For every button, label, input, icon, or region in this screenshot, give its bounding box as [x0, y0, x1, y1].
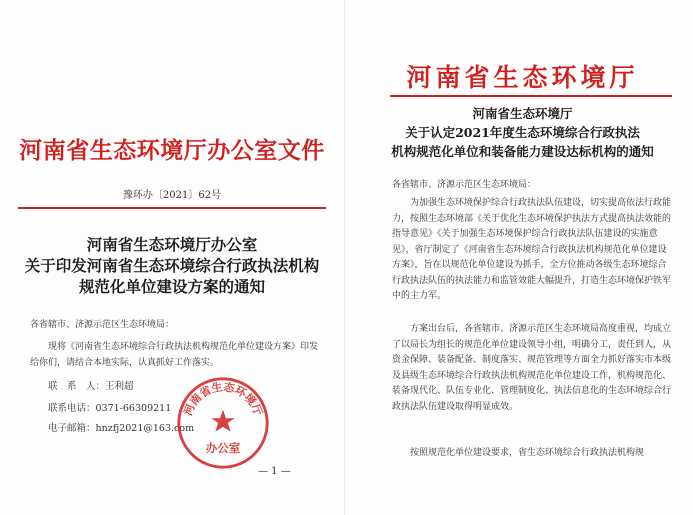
- red-divider-line: [390, 95, 672, 97]
- title-line: 规范化单位建设方案的通知: [78, 277, 265, 296]
- left-document-page: [0, 0, 345, 515]
- stamp-ring-text: 河南省生态环境厅: [181, 380, 265, 418]
- right-paragraph-3: 按照规范化单位建设要求，省生态环境综合行政执法机构规: [410, 448, 645, 458]
- official-seal-stamp: [175, 375, 271, 471]
- contact-email: 电子邮箱：hnzfj2021@163.com: [48, 423, 195, 434]
- left-greeting: 各省辖市、济源示范区生态环境局：: [30, 320, 175, 330]
- right-paragraph-2: 方案出台后，各省辖市、济源示范区生态环境局高度重视，均成立了以局长为组长的规范化单位建设领导小组，明确分工，责任到人，从资金保障、装备配备、制度落实、规范管理等方面全力抓好落实市本级及县级生态环境综合行政执法机构规范化单位建设工作，机构规范化、装备现代化、队伍专业化、管理制度化、执法信息化的生态环境综合行政执法队伍建设取得明显成效。: [392, 324, 672, 412]
- contact-person: 联 系 人：王利超: [48, 381, 134, 392]
- left-body-paragraph: 现将《河南省生态环境综合行政执法机构规范化单位建设方案》印发给你们，请结合本地实际，认真抓好工作落实。: [30, 342, 319, 368]
- stamp-center-text: 办公室: [205, 440, 241, 455]
- title-line: 河南省生态环境厅: [472, 106, 573, 121]
- red-divider-line: [18, 207, 326, 209]
- page-number: — 1 —: [258, 466, 291, 477]
- right-paragraph-1: 为加强生态环境保护综合行政执法队伍建设，切实提高依法行政能力，按照生态环境部《关于优化生态环境保护执法方式提高执法效能的指导意见》《关于加强生态环境保护综合行政执法队伍建设的实施意见》，省厅制定了《河南省生态环境综合行政执法机构规范化单位建设方案》，旨在以规范化单位建设为抓手，全方位推动各级生态环境综合行政执法队伍的执法能力和监管效能大幅提升，打造生态环境保护铁军中的主力军。: [392, 198, 672, 301]
- left-document-header: 河南省生态环境厅办公室文件: [19, 138, 325, 164]
- title-line: 关于印发河南省生态环境综合行政执法机构: [24, 256, 320, 275]
- title-line: 机构规范化单位和装备能力建设达标机构的通知: [391, 144, 654, 159]
- left-document-title: [0, 234, 344, 297]
- right-document-title: [352, 104, 693, 161]
- right-document-page: [352, 0, 693, 515]
- document-number: 豫环办〔2021〕62号: [122, 190, 222, 201]
- right-document-header: 河南省生态环境厅: [406, 63, 639, 92]
- contact-phone: 联系电话：0371-66309211: [48, 403, 172, 414]
- title-line: 关于认定2021年度生态环境综合行政执法: [405, 125, 640, 140]
- title-line: 河南省生态环境厅办公室: [86, 235, 258, 254]
- right-greeting: 各省辖市、济源示范区生态环境局：: [392, 180, 537, 190]
